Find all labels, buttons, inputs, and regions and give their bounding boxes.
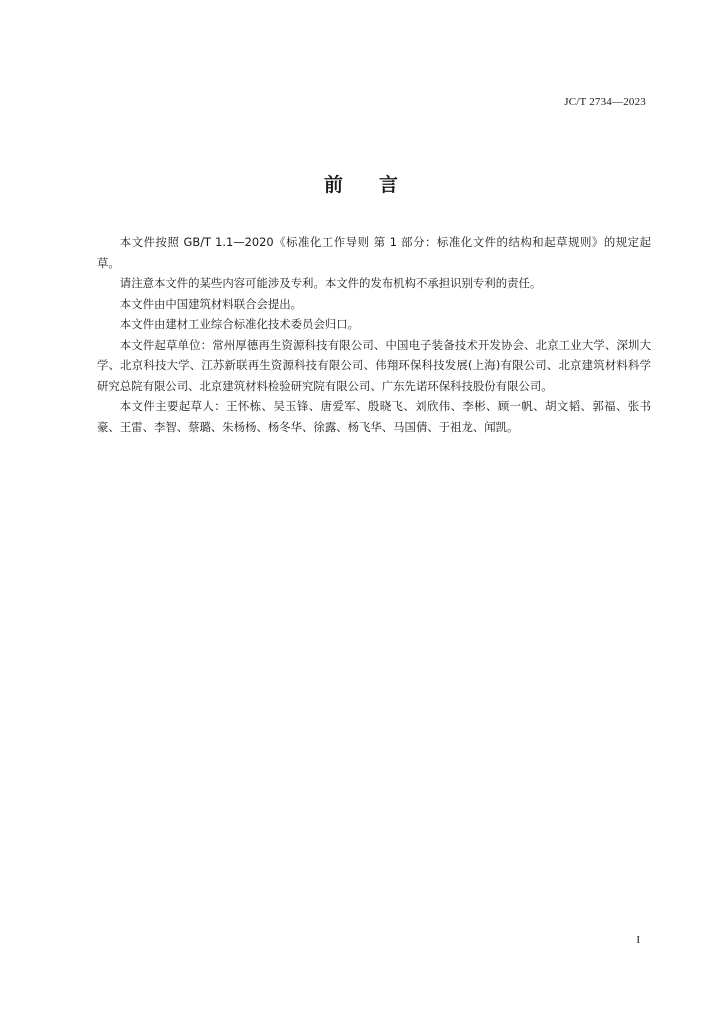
title-char-1: 前 (323, 174, 345, 196)
page-title (0, 170, 724, 197)
page-number: I (636, 934, 640, 946)
paragraph-drafters: 本文件主要起草人：王怀栋、吴玉锋、唐爱军、殷晓飞、刘欣伟、李彬、顾一帆、胡文韬、郭福、张书豪、王雷、李智、蔡璐、朱杨杨、杨冬华、徐露、杨飞华、马国倩、于祖龙、闻凯。 (97, 399, 651, 434)
paragraph-drafting-rules: 本文件按照 GB/T 1.1—2020《标准化工作导则 第 1 部分：标准化文件的结构和起草规则》的规定起草。 (97, 235, 651, 270)
paragraph-committee: 本文件由建材工业综合标准化技术委员会归口。 (119, 317, 360, 331)
foreword-body (97, 232, 651, 437)
paragraph-drafting-units: 本文件起草单位：常州厚德再生资源科技有限公司、中国电子装备技术开发协会、北京工业大学、深圳大学、北京科技大学、江苏新联再生资源科技有限公司、伟翔环保科技发展(上海)有限公司、北京建筑材料科学研究总院有限公司、北京建筑材料检验研究院有限公司、广东先诺环保科技股份有限公司。 (97, 337, 651, 393)
paragraph-proposer: 本文件由中国建筑材料联合会提出。 (119, 296, 303, 311)
title-char-2: 言 (379, 174, 401, 196)
paragraph-patent-notice: 请注意本文件的某些内容可能涉及专利。本文件的发布机构不承担识别专利的责任。 (119, 276, 542, 290)
standard-code: JC/T 2734—2023 (564, 96, 646, 108)
